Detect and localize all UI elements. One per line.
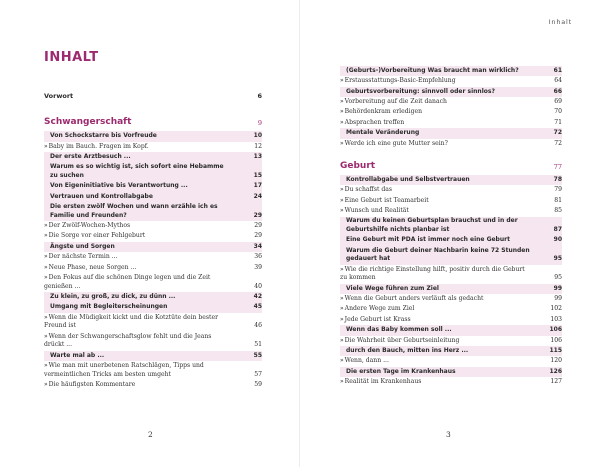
toc-entry-page: 6 bbox=[257, 91, 262, 100]
toc-entry-text: Wunsch und Realität bbox=[344, 207, 409, 215]
toc-entries-right-bottom bbox=[340, 175, 562, 388]
bullet-arrow-icon: » bbox=[340, 378, 344, 386]
toc-entry-text: Die ersten zwölf Wochen und wann erzähle ich es Familie und Freunden? bbox=[50, 203, 218, 219]
toc-entry[interactable] bbox=[44, 313, 262, 332]
toc-entry-label bbox=[44, 232, 246, 241]
toc-entry-page: 81 bbox=[554, 196, 562, 204]
toc-entry-label bbox=[44, 253, 246, 262]
toc-entry-label bbox=[340, 378, 546, 387]
toc-entry[interactable] bbox=[340, 217, 562, 236]
bullet-arrow-icon: » bbox=[44, 332, 48, 340]
toc-entry[interactable] bbox=[44, 192, 262, 202]
bullet-arrow-icon: » bbox=[340, 295, 344, 303]
toc-entry-text: Realität im Krankenhaus bbox=[344, 378, 422, 386]
toc-entry-page: 72 bbox=[554, 139, 562, 147]
toc-entry-text: Ängste und Sorgen bbox=[50, 242, 115, 250]
toc-entry-label bbox=[44, 303, 246, 312]
toc-entry-text: Vorbereitung auf die Zeit danach bbox=[344, 98, 447, 106]
toc-entry-page: 115 bbox=[549, 346, 562, 354]
toc-entry[interactable] bbox=[340, 356, 562, 366]
toc-entry-label bbox=[340, 337, 546, 346]
section-heading-schwangerschaft[interactable] bbox=[44, 117, 262, 127]
toc-entry-page: 95 bbox=[554, 274, 562, 282]
toc-entry-label bbox=[340, 285, 546, 294]
toc-entry-text: Der Zwölf-Wochen-Mythos bbox=[48, 222, 131, 230]
toc-entry-page: 69 bbox=[554, 98, 562, 106]
toc-entry-text: Die ersten Tage im Krankenhaus bbox=[346, 367, 456, 375]
bullet-arrow-icon: » bbox=[340, 207, 344, 215]
toc-entry-page: 95 bbox=[553, 255, 562, 263]
toc-entry-page: 61 bbox=[553, 66, 562, 74]
toc-entry-label bbox=[44, 203, 246, 220]
toc-entry-label bbox=[340, 129, 546, 138]
toc-entry[interactable] bbox=[340, 185, 562, 195]
bullet-arrow-icon: » bbox=[340, 265, 344, 273]
section-title: Geburt bbox=[340, 161, 376, 171]
toc-entry[interactable] bbox=[340, 246, 562, 265]
toc-entry[interactable] bbox=[340, 284, 562, 294]
toc-entry-text: Jede Geburt ist Krass bbox=[344, 315, 411, 323]
toc-entry[interactable] bbox=[44, 131, 262, 141]
toc-entry-page: 71 bbox=[554, 118, 562, 126]
toc-entry-label bbox=[44, 381, 246, 390]
toc-entry[interactable] bbox=[44, 380, 262, 390]
toc-entry-label bbox=[340, 176, 546, 185]
toc-entry-label bbox=[44, 362, 246, 379]
toc-entry[interactable] bbox=[340, 97, 562, 107]
toc-entry-page: 99 bbox=[553, 284, 562, 292]
toc-entry-label bbox=[44, 243, 246, 252]
toc-entry-text: Wie man mit unerbetenen Ratschlägen, Tipps und vermeintlichen Tricks am besten umgeht bbox=[44, 361, 204, 378]
toc-entry[interactable] bbox=[44, 142, 262, 152]
toc-entry-label bbox=[340, 186, 546, 195]
toc-entry-text: Warum es so wichtig ist, sich sofort eine Hebamme zu suchen bbox=[50, 163, 224, 179]
toc-left bbox=[44, 91, 262, 390]
toc-entry-text: Viele Wege führen zum Ziel bbox=[346, 284, 439, 292]
toc-entry[interactable] bbox=[340, 235, 562, 245]
toc-entry-label bbox=[44, 333, 246, 350]
toc-entry-text: Der nächste Termin ... bbox=[48, 253, 118, 261]
toc-entry-text: Wenn, dann ... bbox=[344, 357, 389, 365]
toc-entry-page: 102 bbox=[550, 305, 562, 313]
toc-entry-page: 78 bbox=[553, 175, 562, 183]
toc-entry[interactable] bbox=[340, 325, 562, 335]
toc-entry-page: 51 bbox=[254, 341, 262, 349]
toc-entry-label bbox=[44, 182, 246, 191]
toc-entry-page: 34 bbox=[253, 242, 262, 250]
toc-entry[interactable] bbox=[340, 265, 562, 284]
toc-entry-label bbox=[44, 352, 246, 361]
toc-entry-page: 29 bbox=[254, 232, 262, 240]
bullet-arrow-icon: » bbox=[340, 315, 344, 323]
toc-entry[interactable] bbox=[44, 152, 262, 162]
page-number-left: 2 bbox=[148, 430, 153, 439]
toc-entry-text: Werde ich eine gute Mutter sein? bbox=[344, 139, 448, 147]
page-title: INHALT bbox=[44, 50, 99, 65]
toc-entry-page: 127 bbox=[550, 378, 562, 386]
toc-entry-label bbox=[44, 274, 246, 291]
toc-entry-label bbox=[44, 132, 246, 141]
bullet-arrow-icon: » bbox=[340, 336, 344, 344]
toc-entry-label bbox=[340, 236, 546, 245]
toc-entry-label bbox=[44, 293, 246, 302]
toc-entry-page: 40 bbox=[254, 282, 262, 290]
toc-entry-text: Neue Phase, neue Sorgen ... bbox=[48, 263, 137, 271]
toc-entries-left bbox=[44, 131, 262, 390]
toc-entry-text: Erstausstattungs-Basic-Empfehlung bbox=[344, 77, 456, 85]
right-page bbox=[300, 0, 600, 467]
toc-entry-label bbox=[44, 153, 246, 162]
toc-entry-page: 85 bbox=[554, 207, 562, 215]
bullet-arrow-icon: » bbox=[44, 313, 48, 321]
toc-entry-text: Behördenkram erledigen bbox=[344, 108, 423, 116]
toc-entry-label bbox=[340, 140, 546, 149]
bullet-arrow-icon: » bbox=[340, 77, 344, 85]
section-page: 9 bbox=[257, 119, 262, 128]
toc-entry[interactable] bbox=[340, 294, 562, 304]
bullet-arrow-icon: » bbox=[340, 196, 344, 204]
toc-entry-page: 72 bbox=[553, 129, 562, 137]
toc-entry-text: Baby im Bauch. Fragen im Kopf. bbox=[48, 142, 149, 150]
toc-entry[interactable] bbox=[44, 292, 262, 302]
toc-entry-label bbox=[44, 163, 246, 180]
toc-entry-page: 55 bbox=[253, 351, 262, 359]
toc-entry-label bbox=[340, 119, 546, 128]
toc-entry-vorwort[interactable] bbox=[44, 91, 262, 101]
toc-entry-text: Die häufigsten Kommentare bbox=[48, 380, 136, 388]
toc-entry[interactable] bbox=[44, 221, 262, 231]
toc-entry-page: 17 bbox=[253, 182, 262, 190]
toc-entry[interactable] bbox=[44, 163, 262, 182]
toc-entry[interactable] bbox=[340, 305, 562, 315]
bullet-arrow-icon: » bbox=[44, 232, 48, 240]
toc-right bbox=[340, 66, 562, 388]
toc-entry-label bbox=[340, 108, 546, 117]
toc-entry-page: 24 bbox=[253, 192, 262, 200]
bullet-arrow-icon: » bbox=[44, 222, 48, 230]
toc-entry-page: 29 bbox=[254, 222, 262, 230]
running-head: Inhalt bbox=[548, 18, 572, 26]
toc-entry-page: 59 bbox=[254, 380, 262, 388]
toc-entry-page: 126 bbox=[549, 367, 562, 375]
bullet-arrow-icon: » bbox=[340, 139, 344, 147]
bullet-arrow-icon: » bbox=[44, 273, 48, 281]
toc-entry[interactable] bbox=[44, 242, 262, 252]
toc-entry-text: (Geburts-)Vorbereitung Was braucht man wirklich? bbox=[346, 66, 519, 74]
toc-entry-label bbox=[340, 347, 546, 356]
toc-entry-text: Warte mal ab ... bbox=[50, 351, 105, 359]
section-page: 77 bbox=[553, 163, 562, 171]
toc-entry-text: Andere Wege zum Ziel bbox=[344, 305, 415, 313]
toc-entry-text: Der erste Arztbesuch ... bbox=[50, 153, 131, 161]
toc-entry-label bbox=[340, 67, 546, 76]
toc-entry[interactable] bbox=[340, 377, 562, 387]
toc-entry[interactable] bbox=[340, 139, 562, 149]
toc-entry[interactable] bbox=[340, 108, 562, 118]
toc-entry-text: Eine Geburt mit PDA ist immer noch eine Geburt bbox=[346, 236, 510, 244]
bullet-arrow-icon: » bbox=[44, 361, 48, 369]
toc-entry-text: Wie die richtige Einstellung hilft, positiv durch die Geburt zu kommen bbox=[340, 265, 525, 282]
toc-entry-page: 99 bbox=[554, 295, 562, 303]
toc-entry-text: Von Eigeninitiative bis Verantwortung ... bbox=[50, 182, 188, 190]
toc-entry-page: 64 bbox=[554, 77, 562, 85]
toc-entry-page: 39 bbox=[254, 263, 262, 271]
bullet-arrow-icon: » bbox=[44, 263, 48, 271]
bullet-arrow-icon: » bbox=[340, 118, 344, 126]
toc-entry-page: 120 bbox=[550, 357, 562, 365]
toc-entry[interactable] bbox=[340, 175, 562, 185]
toc-entry-text: Wenn der Schwangerschaftsglow fehlt und die Jeans drückt ... bbox=[44, 332, 212, 349]
section-title: Schwangerschaft bbox=[44, 117, 132, 128]
toc-entry-page: 66 bbox=[553, 87, 562, 95]
toc-entry-label bbox=[44, 264, 246, 273]
toc-entry-label bbox=[340, 217, 546, 234]
toc-entry-label bbox=[44, 193, 246, 202]
toc-entry[interactable] bbox=[340, 66, 562, 76]
toc-entry-text: durch den Bauch, mitten ins Herz ... bbox=[346, 346, 469, 354]
toc-entry[interactable] bbox=[340, 315, 562, 325]
toc-entry-label bbox=[340, 247, 546, 264]
toc-entry-text: Den Fokus auf die schönen Dinge legen und die Zeit genießen ... bbox=[44, 273, 211, 290]
toc-entry-page: 36 bbox=[254, 253, 262, 261]
toc-entry[interactable] bbox=[340, 367, 562, 377]
toc-entry[interactable] bbox=[44, 273, 262, 292]
toc-entry-text: Wenn die Geburt anders verläuft als gedacht bbox=[344, 295, 484, 303]
toc-entry-label bbox=[44, 222, 246, 231]
toc-entry-text: Wenn die Müdigkeit kickt und die Kotztüte dein bester Freund ist bbox=[44, 313, 218, 330]
toc-entry[interactable] bbox=[340, 336, 562, 346]
toc-entry-text: Warum du keinen Geburtsplan brauchst und in der Geburtshilfe nichts planbar ist bbox=[346, 217, 518, 233]
bullet-arrow-icon: » bbox=[44, 253, 48, 261]
toc-entry[interactable] bbox=[44, 202, 262, 221]
toc-entry-page: 70 bbox=[554, 108, 562, 116]
toc-entry-page: 15 bbox=[253, 171, 262, 179]
toc-entry-page: 57 bbox=[254, 370, 262, 378]
toc-entry-page: 12 bbox=[254, 142, 262, 150]
toc-entry-page: 46 bbox=[254, 322, 262, 330]
toc-entry[interactable] bbox=[340, 128, 562, 138]
toc-entry-label: Vorwort bbox=[44, 91, 74, 100]
toc-entry[interactable] bbox=[340, 196, 562, 206]
toc-entry[interactable] bbox=[44, 332, 262, 351]
toc-entry-label bbox=[340, 295, 546, 304]
toc-entry-label bbox=[340, 368, 546, 377]
page-number-right: 3 bbox=[446, 430, 451, 439]
toc-entry[interactable] bbox=[44, 361, 262, 380]
toc-entry-text: Wenn das Baby kommen soll ... bbox=[346, 326, 452, 334]
toc-entry-label bbox=[340, 98, 546, 107]
toc-entry-text: Die Wahrheit über Geburtseinleitung bbox=[344, 336, 460, 344]
toc-entry-text: Warum die Geburt deiner Nachbarin keine 72 Stunden gedauert hat bbox=[346, 246, 530, 263]
toc-entry-page: 90 bbox=[553, 236, 562, 244]
toc-entry[interactable] bbox=[44, 351, 262, 361]
toc-entry-label bbox=[340, 207, 546, 216]
toc-entry-label bbox=[340, 316, 546, 325]
bullet-arrow-icon: » bbox=[340, 98, 344, 106]
bullet-arrow-icon: » bbox=[340, 108, 344, 116]
toc-entry-page: 103 bbox=[550, 315, 562, 323]
toc-entry-page: 106 bbox=[550, 336, 562, 344]
section-heading-geburt[interactable] bbox=[340, 161, 562, 171]
toc-entry-text: Eine Geburt ist Teamarbeit bbox=[344, 196, 429, 204]
toc-entry-label bbox=[44, 143, 246, 152]
toc-entry-label bbox=[340, 357, 546, 366]
toc-entry-label bbox=[340, 197, 546, 206]
toc-entry-page: 106 bbox=[549, 326, 562, 334]
toc-entry[interactable] bbox=[340, 206, 562, 216]
toc-entry-page: 13 bbox=[253, 153, 262, 161]
toc-entry-text: Du schaffst das bbox=[344, 186, 393, 194]
toc-entries-right-top bbox=[340, 66, 562, 149]
toc-entry-text: Zu klein, zu groß, zu dick, zu dünn ... bbox=[50, 292, 176, 300]
toc-entry[interactable] bbox=[340, 118, 562, 128]
toc-entry-text: Geburtsvorbereitung: sinnvoll oder sinnlos? bbox=[346, 87, 495, 95]
toc-entry-page: 29 bbox=[253, 211, 262, 219]
bullet-arrow-icon: » bbox=[340, 186, 344, 194]
toc-entry-text: Absprachen treffen bbox=[344, 118, 405, 126]
toc-entry-page: 79 bbox=[554, 186, 562, 194]
toc-entry-text: Kontrollabgabe und Selbstvertrauen bbox=[346, 175, 470, 183]
toc-entry[interactable] bbox=[340, 76, 562, 86]
toc-entry-text: Umgang mit Begleiterscheinungen bbox=[50, 303, 168, 311]
bullet-arrow-icon: » bbox=[340, 357, 344, 365]
toc-entry-page: 87 bbox=[553, 225, 562, 233]
toc-entry[interactable] bbox=[340, 87, 562, 97]
toc-entry-label bbox=[340, 77, 546, 86]
toc-entry-label bbox=[340, 88, 546, 97]
toc-entry-text: Vertrauen und Kontrollabgabe bbox=[50, 192, 153, 200]
toc-entry-text: Mentale Veränderung bbox=[346, 129, 420, 137]
toc-entry[interactable] bbox=[44, 263, 262, 273]
toc-entry[interactable] bbox=[44, 252, 262, 262]
bullet-arrow-icon: » bbox=[44, 142, 48, 150]
toc-entry-label bbox=[340, 305, 546, 314]
toc-entry[interactable] bbox=[44, 232, 262, 242]
toc-entry[interactable] bbox=[340, 346, 562, 356]
toc-entry-label bbox=[44, 314, 246, 331]
toc-entry[interactable] bbox=[44, 181, 262, 191]
bullet-arrow-icon: » bbox=[340, 305, 344, 313]
toc-entry-page: 42 bbox=[253, 292, 262, 300]
toc-entry-page: 10 bbox=[253, 132, 262, 140]
toc-entry-label bbox=[340, 326, 546, 335]
toc-entry-text: Die Sorge vor einer Fehlgeburt bbox=[48, 232, 146, 240]
bullet-arrow-icon: » bbox=[44, 380, 48, 388]
toc-entry-label bbox=[340, 266, 546, 283]
toc-entry[interactable] bbox=[44, 302, 262, 312]
toc-entry-page: 45 bbox=[253, 303, 262, 311]
toc-entry-text: Von Schockstarre bis Vorfreude bbox=[50, 132, 157, 140]
